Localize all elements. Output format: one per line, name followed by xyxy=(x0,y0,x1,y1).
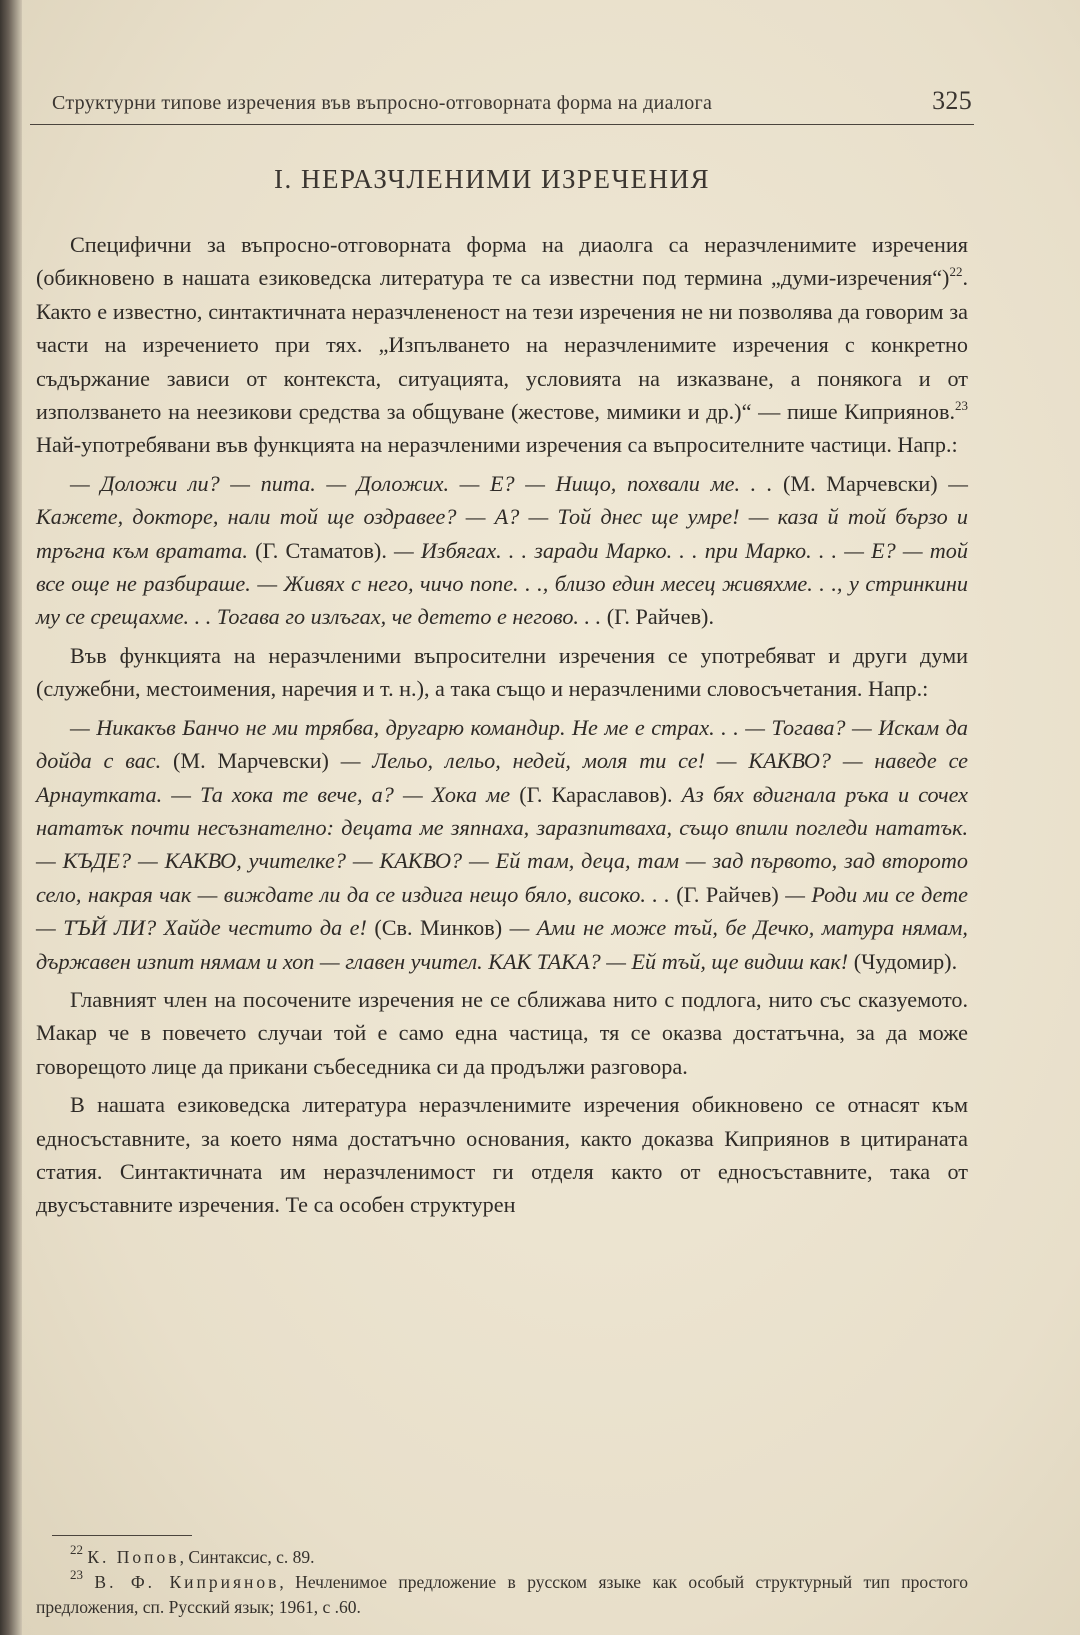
footnote-rule xyxy=(52,1535,192,1536)
footnote-23: $^{23}$ В. Ф. Киприянов, Нечленимое предложение в русском языке как особый структурный тип простого предложения, сп. Русский язык; 1961, с .60. xyxy=(36,1567,968,1617)
page-number: 325 xyxy=(932,86,972,115)
example-source: (Г. Райчев). xyxy=(606,604,714,630)
example-source: (Чудомир). xyxy=(853,948,958,974)
example-source: (М. Марчевски) xyxy=(783,470,938,496)
example-source: (Св. Минков) xyxy=(374,915,503,941)
example-block-2: — Никакъв Банчо не ми трябва, другарю командир. Не ме е страх. . . — Тогава? — Искам да дойда с вас. (М. Марчевски) — Лельо, лельо, недей, моля ти се! — КАКВО? — наведе се Арнаутката. — Та хока те вече, а? — Хока ме (Г. Караславов). Аз бях вдигнала ръка и сочех нататък почти несъзнателно: децата ме зяпнаха, заразпитваха, също впили погледи нататък. — КЪДЕ? — КАКВО, учителке? — КАКВО? — Ей там, деца, там — зад първото, зад второто село, накрая чак — виждате ли да се издига нещо бяло, високо. . . (Г. Райчев) — Роди ми се дете — ТЪЙ ЛИ? Хайде честито да е! (Св. Минков) — Ами не може тъй, бе Дечко, матура нямам, държавен изпит нямам и хоп — главен учител. КАК ТАКА? — Ей тъй, ще видиш как! (Чудомир). xyxy=(36,714,968,974)
running-title: Структурни типове изречения във въпросно-отговорната форма на диалога xyxy=(52,92,713,114)
book-spine-shadow xyxy=(0,0,22,1635)
paragraph-1: Специфични за въпросно-отговорната форма на диаолга са неразчленимите изречения (обикновено в нашата езиковедска литература те са известни под термина „думи-изречения“)$^{22}$. Както е известно, синтактичната неразчлененост на тези изречения не ни позволява да говорим за части на изречението при тях. „Изпълването на неразчленимите изречения с конкретно съдържание зависи от контекста, ситуацията, условията на изказване, а понякога и от използването на неезикови средства за общуване (жестове, мимики и др.)“ — пише Киприянов.$^{23}$ Най-употребявани във функцията на неразчленими изречения са въпросителните частици. Напр.: xyxy=(36,232,968,458)
running-head xyxy=(52,86,972,126)
footnote-22: $^{22}$ К. Попов, Синтаксис, с. 89. xyxy=(70,1542,315,1567)
example-source: (Г. Райчев) xyxy=(676,881,779,907)
body-text xyxy=(36,228,968,1222)
example-block-1: — Доложи ли? — пита. — Доложих. — Е? — Нищо, похвали ме. . . (М. Марчевски) — Кажете, докторе, нали той ще оздравее? — А? — Той днес ще умре! — каза й той бързо и тръгна към вратата. (Г. Стаматов). — Избягах. . . заради Марко. . . при Марко. . . — Е? — той все още не разбираше. — Живях с него, чичо попе. . ., близо един месец живяхме. . ., у стринкини му се срещахме. . . Тогава го излъгах, че детето е негово. . . (Г. Райчев). xyxy=(36,470,968,630)
header-rule xyxy=(30,124,974,125)
paragraph-6: В нашата езиковедска литература неразчленимите изречения обикновено се отнасят към едносъставните, за което няма достатъчно основания, както доказва Киприянов в цитираната статия. Синтактичната им неразчленимост ги отделя както от едносъставните, така от двусъставните изречения. Те са особен структурен xyxy=(36,1092,968,1218)
footnotes xyxy=(36,1542,968,1620)
section-title: I. НЕРАЗЧЛЕНИМИ ИЗРЕЧЕНИЯ xyxy=(273,164,711,194)
footnote-author: В. Ф. Киприянов xyxy=(94,1572,280,1592)
footnote-ref-23[interactable]: 23 xyxy=(955,398,968,414)
example-source: (Г. Стаматов). xyxy=(255,537,387,563)
paragraph-5: Главният член на посочените изречения не се сближава нито с подлога, нито със сказуемото. Макар че в повечето случаи той е само една частица, тя се оказва достатъчна, за да може говорещото лице да прикани събеседника си да продължи разговора. xyxy=(36,986,968,1079)
paragraph-3: Във функцията на неразчленими въпросителни изречения се употребяват и други думи (служебни, местоимения, наречия и т. н.), а така също и неразчленими словосъчетания. Напр.: xyxy=(36,642,968,702)
example-source: (Г. Караславов). xyxy=(519,781,673,807)
footnote-ref-22[interactable]: 22 xyxy=(949,264,963,280)
book-page xyxy=(22,0,1080,1635)
example-source: (М. Марчевски) xyxy=(173,748,329,774)
footnote-author: К. Попов xyxy=(87,1547,180,1567)
